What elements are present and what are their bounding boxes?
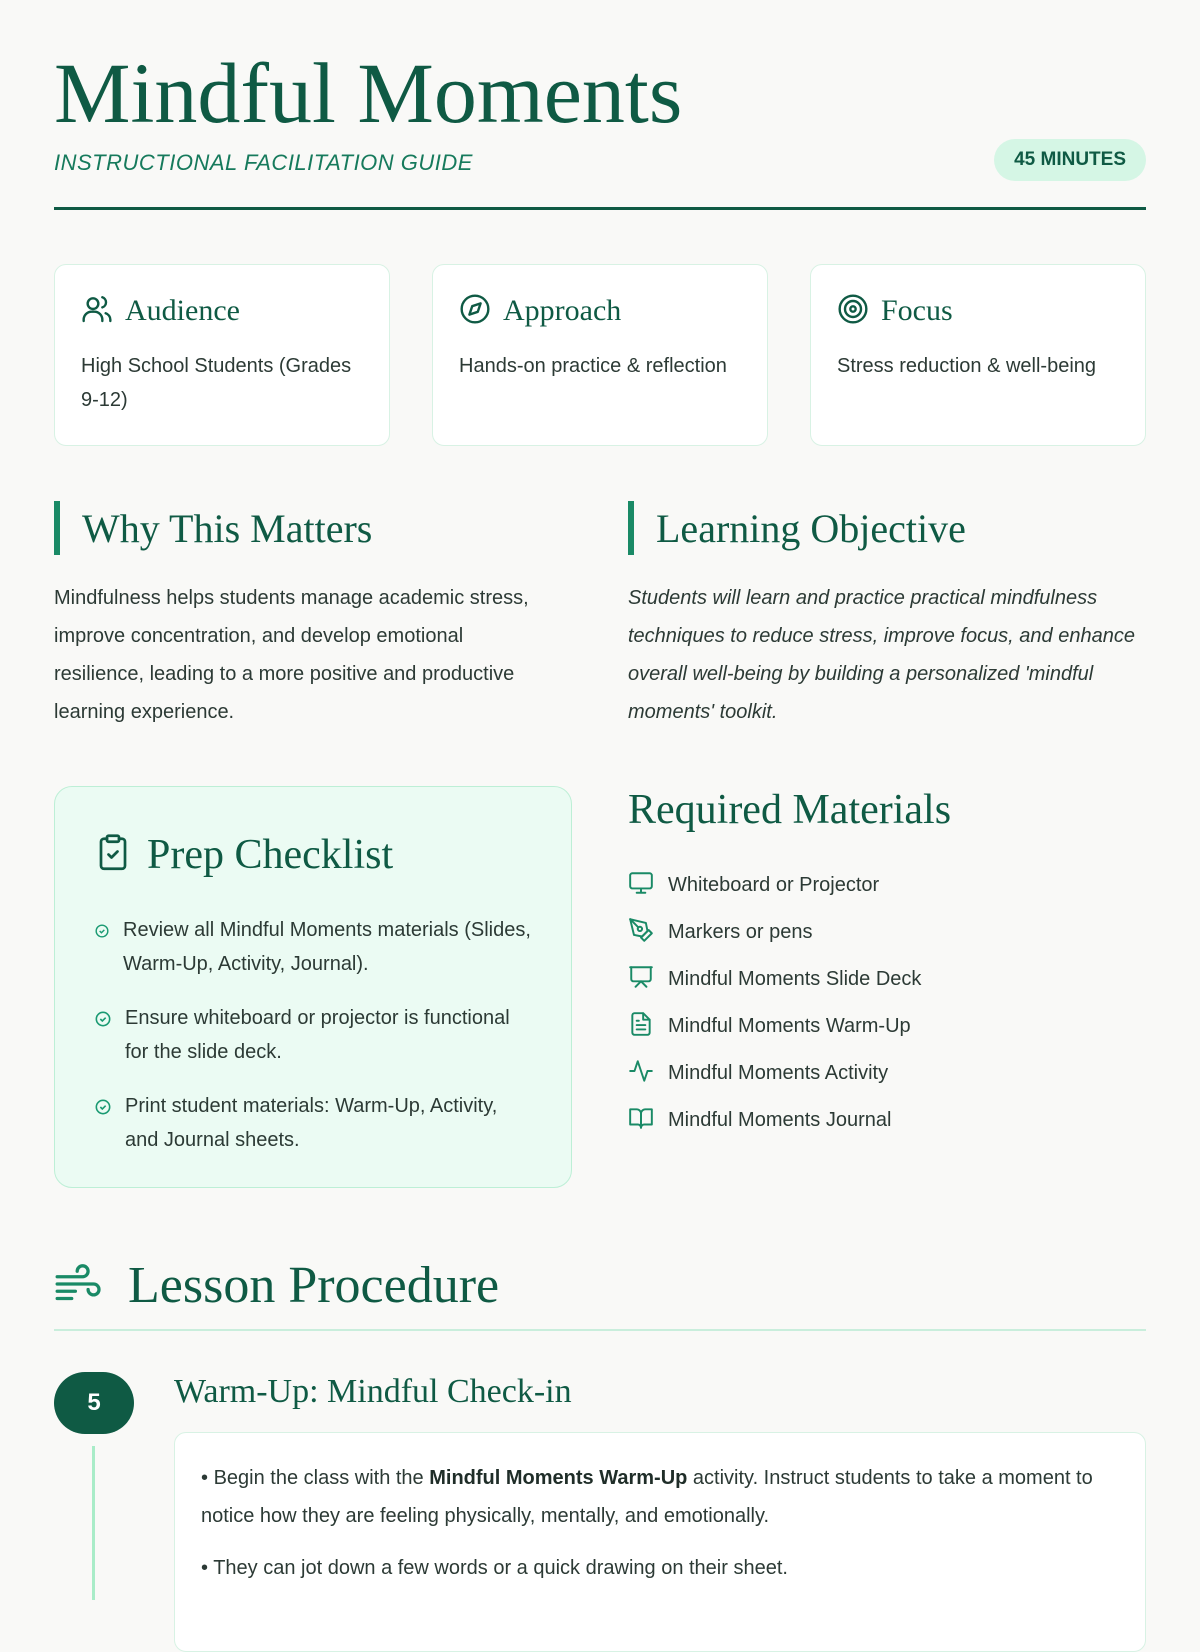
duration-badge: 45 MINUTES [994, 139, 1146, 181]
step-text-bold: Mindful Moments Warm-Up [429, 1467, 688, 1489]
file-text-icon [628, 1011, 654, 1043]
why-heading [54, 501, 372, 555]
objective-title: Learning Objective [656, 505, 966, 551]
step-text: activity. Instruct students to take a moment to notice how they are feeling physically, mentally, and emotionally. [201, 1467, 1093, 1527]
prep-checklist-panel [54, 786, 572, 1188]
step-paragraph: • Begin the class with the Mindful Moments Warm-Up activity. Instruct students to take a moment to notice how they are feeling physically, mentally, and emotionally. [201, 1467, 1093, 1527]
list-item [628, 862, 921, 909]
list-item [95, 1001, 531, 1069]
procedure-divider [54, 1329, 1146, 1331]
presentation-icon [628, 964, 654, 996]
list-item [628, 1097, 921, 1144]
card-title: Audience [125, 294, 240, 327]
check-circle-icon [95, 1011, 111, 1069]
users-icon [81, 293, 113, 329]
list-item-text: Review all Mindful Moments materials (Slides, Warm-Up, Activity, Journal). [123, 919, 531, 975]
check-circle-icon [95, 923, 109, 981]
objective-heading [628, 501, 966, 555]
target-icon [837, 293, 869, 329]
page-subtitle: INSTRUCTIONAL FACILITATION GUIDE [54, 150, 473, 175]
clipboard-check-icon [95, 833, 131, 877]
step-card [174, 1432, 1146, 1652]
pen-tool-icon [628, 917, 654, 949]
step-text: Begin the class with the [213, 1467, 430, 1489]
why-title: Why This Matters [82, 505, 373, 551]
list-item-text: Print student materials: Warm-Up, Activity, and Journal sheets. [125, 1095, 498, 1151]
wind-icon [54, 1264, 104, 1308]
header-divider [54, 207, 1146, 210]
list-item [95, 913, 531, 981]
audience-card [54, 264, 390, 446]
prep-list [95, 913, 531, 1157]
procedure-title: Lesson Procedure [128, 1257, 500, 1314]
list-item [628, 1050, 921, 1097]
procedure-heading [54, 1256, 499, 1315]
list-item [628, 956, 921, 1003]
card-text: Stress reduction & well-being [837, 355, 1097, 377]
card-text: Hands-on practice & reflection [459, 355, 727, 377]
list-item [628, 909, 921, 956]
step-number-badge: 5 [54, 1372, 134, 1434]
material-label: Whiteboard or Projector [668, 874, 880, 896]
card-text: High School Students (Grades 9-12) [81, 355, 352, 411]
step-paragraph: • They can jot down a few words or a quick drawing on their sheet. [201, 1557, 788, 1579]
materials-list [628, 862, 921, 1144]
step-text: They can jot down a few words or a quick drawing on their sheet. [213, 1557, 788, 1579]
page-title: Mindful Moments [54, 45, 683, 141]
focus-card [810, 264, 1146, 446]
objective-text: Students will learn and practice practical mindfulness techniques to reduce stress, improve focus, and enhance overall well-being by building a personalized 'mindful moments' toolkit. [628, 587, 1135, 723]
compass-icon [459, 293, 491, 329]
list-item [628, 1003, 921, 1050]
prep-title: Prep Checklist [147, 832, 394, 878]
monitor-icon [628, 870, 654, 902]
materials-title: Required Materials [628, 787, 952, 833]
timeline-line [92, 1446, 95, 1600]
material-label: Mindful Moments Slide Deck [668, 968, 922, 990]
book-open-icon [628, 1105, 654, 1137]
approach-card [432, 264, 768, 446]
check-circle-icon [95, 1099, 111, 1157]
material-label: Mindful Moments Warm-Up [668, 1015, 911, 1037]
list-item-text: Ensure whiteboard or projector is functional for the slide deck. [125, 1007, 510, 1063]
why-text: Mindfulness helps students manage academic stress, improve concentration, and develop emotional resilience, leading to a more positive and productive learning experience. [54, 587, 529, 723]
list-item [95, 1089, 531, 1157]
material-label: Mindful Moments Journal [668, 1109, 892, 1131]
step-title: Warm-Up: Mindful Check-in [174, 1373, 572, 1410]
card-title: Approach [503, 294, 622, 327]
activity-icon [628, 1058, 654, 1090]
card-title: Focus [881, 294, 953, 327]
material-label: Markers or pens [668, 921, 813, 943]
material-label: Mindful Moments Activity [668, 1062, 889, 1084]
